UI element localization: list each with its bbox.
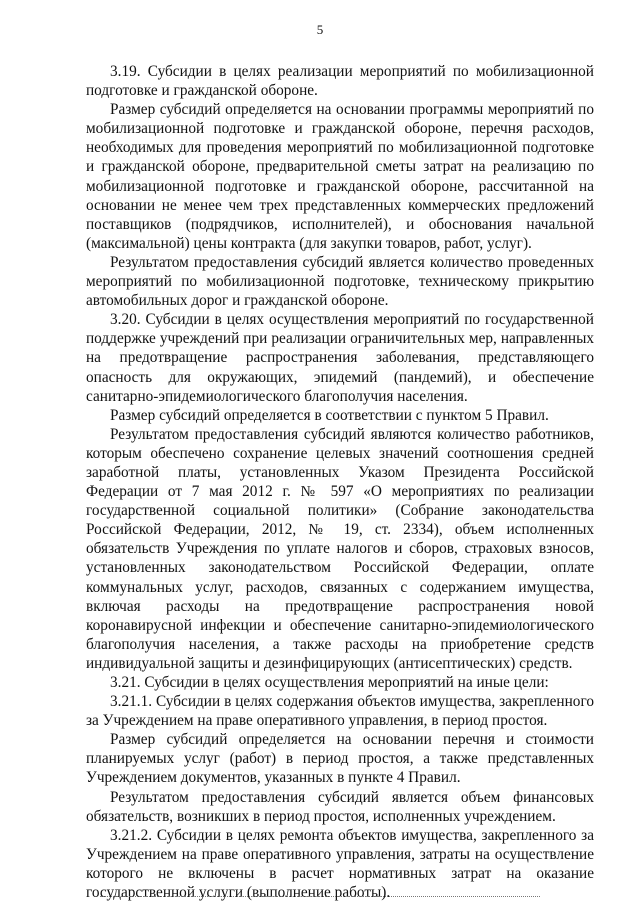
paragraph-3-21: 3.21. Субсидии в целях осуществления мероприятий на иные цели:: [110, 674, 549, 691]
paragraph-3-21-1-amount: Размер субсидий определяется на основании перечня и стоимости планируемых услуг (работ) в период простоя, а также представленных Учреждением документов, указанных в пункте 4 Правил.: [86, 731, 594, 787]
paragraph-3-19-result: Результатом предоставления субсидий является количество проведенных мероприятий по мобилизационной подготовке, техническому прикрытию автомобильных дорог и гражданской обороне.: [86, 253, 594, 310]
paragraph-3-20-result: Результатом предоставления субсидий являются количество работников, которым обеспечено сохранение целевых значений соотношения средней заработной платы, установленных Указом Президента Российской Федерации от 7 мая 2012 г. № 597 «О мероприятиях по реализации государственной социальной политики» (Собрание законодательства Российской Федерации, 2012, № 19, ст. 2334), объем исполненных обязательств Учреждения по уплате налогов и сборов, страховых взносов, установленных законодательством Российской Федерации, оплате коммунальных услуг, расходов, связанных с содержанием имущества, включая расходы на предотвращение распространения новой коронавирусной инфекции и обеспечение санитарно-эпидемиологического благополучия населения, а также расходы на приобретение средств индивидуальной защиты и дезинфицирующих (антисептических) средств.: [86, 425, 594, 672]
paragraph-3-21-1: 3.21.1. Субсидии в целях содержания объектов имущества, закрепленного за Учреждением на праве оперативного управления, в период простоя.: [86, 693, 594, 730]
paragraph-3-19-amount: Размер субсидий определяется на основании программы мероприятий по мобилизационной подготовке и гражданской обороне, перечня расходов, необходимых для проведения мероприятий по мобилизационной подготовке и гражданской обороне, предварительной сметы затрат на реализацию по мобилизационной подготовке и гражданской обороне, рассчитанной на основании не менее чем трех представленных коммерческих предложений поставщиков (подрядчиков, исполнителей), и обоснования начальной (максимальной) цены контракта (для закупки товаров, работ, услуг).: [86, 101, 594, 252]
paragraph-3-21-2: 3.21.2. Субсидии в целях ремонта объектов имущества, закрепленного за Учреждением на праве оперативного управления, затраты на осуществление которого не включены в расчет нормативных затрат на оказание государственной услуги (выполнение работы).: [86, 826, 594, 902]
paragraph-3-21-1-result: Результатом предоставления субсидий является объем финансовых обязательств, возникших в период простоя, исполненных учреждением.: [86, 788, 594, 825]
paragraph-3-19: 3.19. Субсидии в целях реализации мероприятий по мобилизационной подготовке и гражданской обороне.: [86, 63, 594, 100]
paragraph-3-20-amount: Размер субсидий определяется в соответствии с пунктом 5 Правил.: [110, 406, 549, 424]
paragraph-3-20: 3.20. Субсидии в целях осуществления мероприятий по государственной поддержке учреждений при реализации ограничительных мер, направленных на предотвращение распространения заболевания, представляющего опасность для окружающих, эпидемий (пандемий), и обеспечение санитарно-эпидемиологического благополучия населения.: [86, 311, 594, 405]
page-bottom-edge: [100, 896, 540, 897]
page-number: 5: [316, 22, 324, 37]
document-body: [86, 62, 594, 902]
